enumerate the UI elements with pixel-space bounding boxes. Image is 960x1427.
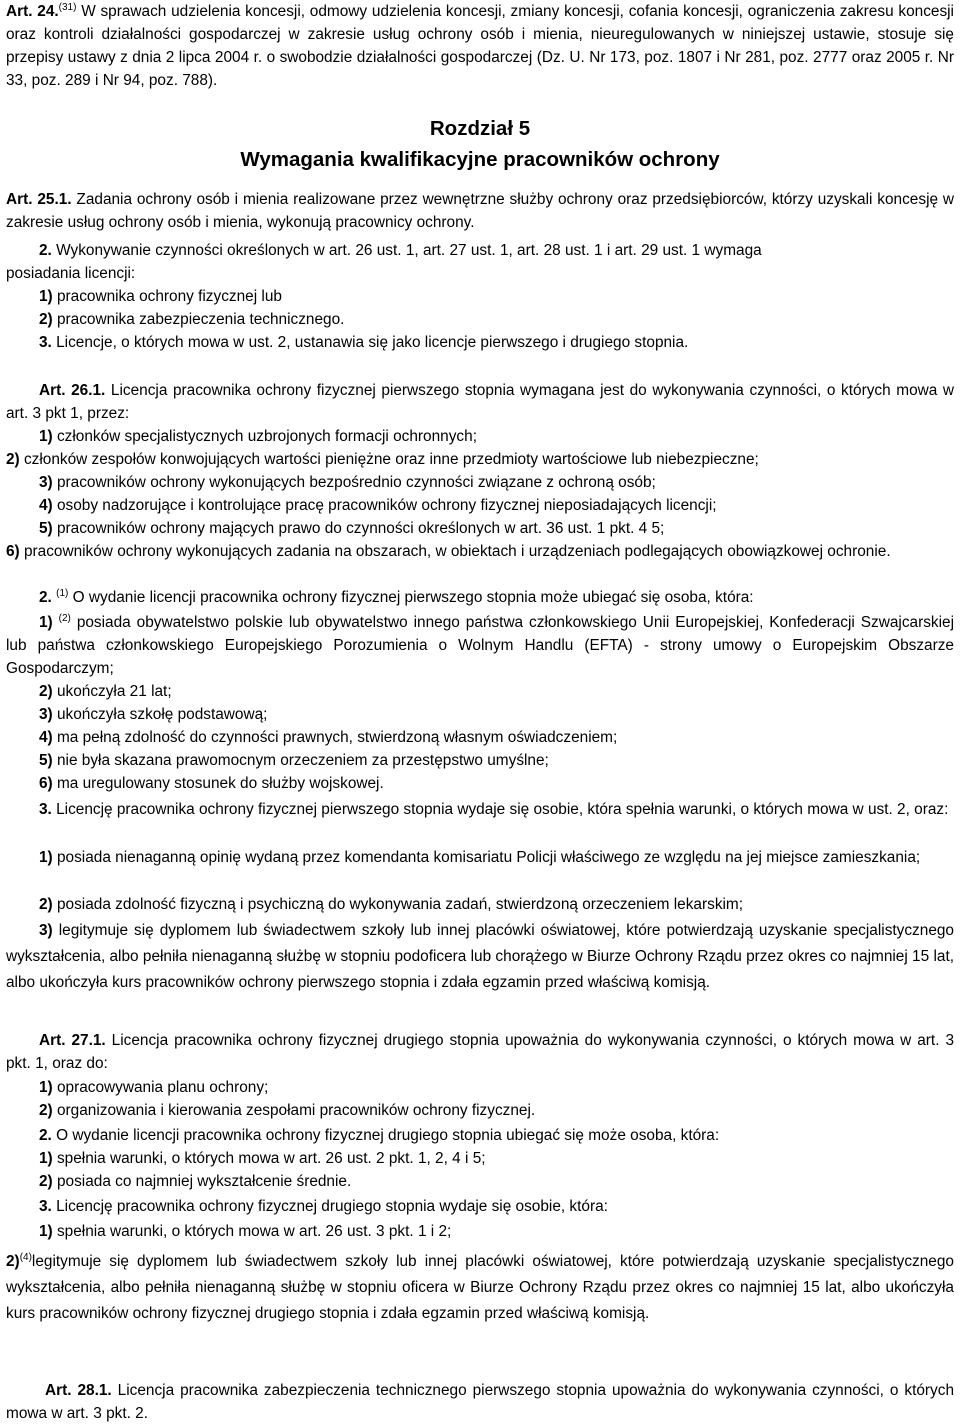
article-25-paragraph-2: 2. Wykonywanie czynności określonych w art. 26 ust. 1, art. 27 ust. 1, art. 28 ust. 1 i art. 29 ust. 1 wymaga (39, 242, 762, 259)
list-item: 5) nie była skazana prawomocnym orzeczeniem za przestępstwo umyślne; (39, 752, 549, 769)
list-item: 1) $^{(2)}$ posiada obywatelstwo polskie lub obywatelstwo innego państwa członkowskiego Unii Europejskiej, Konfederacji Szwajcarskiej lub państwa członkowskiego Europejskiego Porozumienia o Wolnym Handlu (EFTA) - strony umowy o Europejskim Obszarze Gospodarczym; (6, 612, 955, 677)
article-25-paragraph-1: Art. 25.1. Zadania ochrony osób i mienia realizowane przez wewnętrzne służby ochrony oraz przedsiębiorców, którzy uzyskali koncesję w zakresie usług ochrony osób i mienia, wykonują pracownicy ochrony. (6, 191, 954, 231)
article-27-paragraph-3: 3. Licencję pracownika ochrony fizycznej drugiego stopnia wydaje się osobie, która: (39, 1198, 608, 1215)
footnote-marker: (31) (58, 1, 77, 13)
footnote-marker: (1) (56, 587, 69, 599)
list-item: 4) ma pełną zdolność do czynności prawnych, stwierdzoną własnym oświadczeniem; (39, 729, 618, 746)
article-25-paragraph-3: 3. Licencje, o których mowa w ust. 2, ustanawia się jako licencje pierwszego i drugiego stopnia. (39, 334, 689, 351)
list-item: 1) spełnia warunki, o których mowa w art. 26 ust. 3 pkt. 1 i 2; (39, 1223, 452, 1240)
article-number: Art. 28.1. (45, 1382, 112, 1399)
list-item: 2) pracownika zabezpieczenia technicznego. (39, 311, 345, 328)
list-item: 6) ma uregulowany stosunek do służby wojskowej. (39, 775, 384, 792)
article-number: Art. 24. (6, 3, 59, 20)
list-item: 2)$^{(4)}$legitymuje się dyplomem lub świadectwem szkoły lub innej placówki oświatowej, które potwierdzają uzyskanie specjalistycznego wykształcenia, albo pełniła nienaganną służbę w stopniu oficera w Biurze Ochrony Rządu przez okres co najmniej 15 lat, albo ukończyła kurs pracowników ochrony fizycznej drugiego stopnia i zdała egzamin przed właściwą komisją. (6, 1251, 954, 1322)
article-26-paragraph-2: 2. $^{(1)}$ O wydanie licencji pracownika ochrony fizycznej pierwszego stopnia może ubiegać się osoba, która: (39, 587, 754, 606)
article-27-paragraph-1: Art. 27.1. Licencja pracownika ochrony fizycznej drugiego stopnia upoważnia do wykonywania czynności, o których mowa w art. 3 pkt. 1, oraz do: (6, 1032, 954, 1072)
list-item: 3) pracowników ochrony wykonujących bezpośrednio czynności związane z ochroną osób; (39, 474, 656, 491)
article-number: Art. 26.1. (39, 382, 106, 399)
article-27-paragraph-2: 2. O wydanie licencji pracownika ochrony fizycznej drugiego stopnia ubiegać się może osoba, która: (39, 1127, 720, 1144)
list-item: 2) posiada co najmniej wykształcenie średnie. (39, 1173, 352, 1190)
chapter-number: Rozdział 5 (429, 117, 531, 140)
chapter-title: Wymagania kwalifikacyjne pracowników ochrony (240, 148, 720, 171)
list-item: 5) pracowników ochrony mających prawo do czynności określonych w art. 36 ust. 1 pkt. 4 5; (39, 520, 665, 537)
list-item: 1) opracowywania planu ochrony; (39, 1079, 269, 1096)
list-item: 4) osoby nadzorujące i kontrolujące pracę pracowników ochrony fizycznej nieposiadających licencji; (39, 497, 717, 514)
list-item: 6) pracowników ochrony wykonujących zadania na obszarach, w obiektach i urządzeniach podlegających obowiązkowej ochronie. (6, 543, 891, 560)
article-25-paragraph-2-cont: posiadania licencji: (6, 265, 136, 282)
list-item: 1) posiada nienaganną opinię wydaną przez komendanta komisariatu Policji właściwego ze względu na jej miejsce zamieszkania; (39, 849, 921, 866)
list-item: 3) legitymuje się dyplomem lub świadectwem szkoły lub innej placówki oświatowej, które potwierdzają uzyskanie specjalistycznego wykształcenia, albo pełniła nienaganną służbę w stopniu podoficera lub chorążego w Biurze Ochrony Rządu przez okres co najmniej 15 lat, albo ukończyła kurs pracowników ochrony pierwszego stopnia i zdała egzamin przed właściwą komisją. (6, 922, 954, 991)
list-item: 2) członków zespołów konwojujących wartości pieniężne oraz inne przedmioty wartościowe lub niebezpieczne; (6, 451, 759, 468)
article-24 (6, 0, 954, 92)
list-item: 1) spełnia warunki, o których mowa w art. 26 ust. 2 pkt. 1, 2, 4 i 5; (39, 1150, 486, 1167)
list-item: 3) ukończyła szkołę podstawową; (39, 706, 268, 723)
list-item: 2) organizowania i kierowania zespołami pracowników ochrony fizycznej. (39, 1102, 536, 1119)
article-26-paragraph-1: Art. 26.1. Licencja pracownika ochrony fizycznej pierwszego stopnia wymagana jest do wykonywania czynności, o których mowa w art. 3 pkt 1, przez: (6, 382, 955, 422)
article-number: Art. 25.1. (6, 191, 72, 208)
list-item: 1) członków specjalistycznych uzbrojonych formacji ochronnych; (39, 428, 477, 445)
footnote-marker: (4) (19, 1251, 32, 1263)
article-number: Art. 27.1. (39, 1032, 106, 1049)
list-item: 1) pracownika ochrony fizycznej lub (39, 288, 282, 305)
footnote-marker: (2) (58, 612, 71, 624)
article-28-paragraph-1: Art. 28.1. Licencja pracownika zabezpieczenia technicznego pierwszego stopnia upoważnia do wykonywania czynności, o których mowa w art. 3 pkt. 2. (6, 1382, 955, 1422)
article-text: W sprawach udzielenia koncesji, odmowy udzielenia koncesji, zmiany koncesji, cofania koncesji, ograniczenia zakresu koncesji oraz kontroli działalności gospodarczej w zakresie usług ochrony osób i mienia, nieuregulowanych w niniejszej ustawie, stosuje się przepisy ustawy z dnia 2 lipca 2004 r. o swobodzie działalności gospodarczej (Dz. U. Nr 173, poz. 1807 i Nr 281, poz. 2777 oraz 2005 r. Nr 33, poz. 289 i Nr 94, poz. 788). (6, 3, 954, 89)
list-item: 2) ukończyła 21 lat; (39, 683, 172, 700)
list-item: 2) posiada zdolność fizyczną i psychiczną do wykonywania zadań, stwierdzoną orzeczeniem lekarskim; (39, 896, 744, 913)
article-26-paragraph-3: 3. Licencję pracownika ochrony fizycznej pierwszego stopnia wydaje się osobie, która spełnia warunki, o których mowa w ust. 2, oraz: (39, 801, 949, 818)
